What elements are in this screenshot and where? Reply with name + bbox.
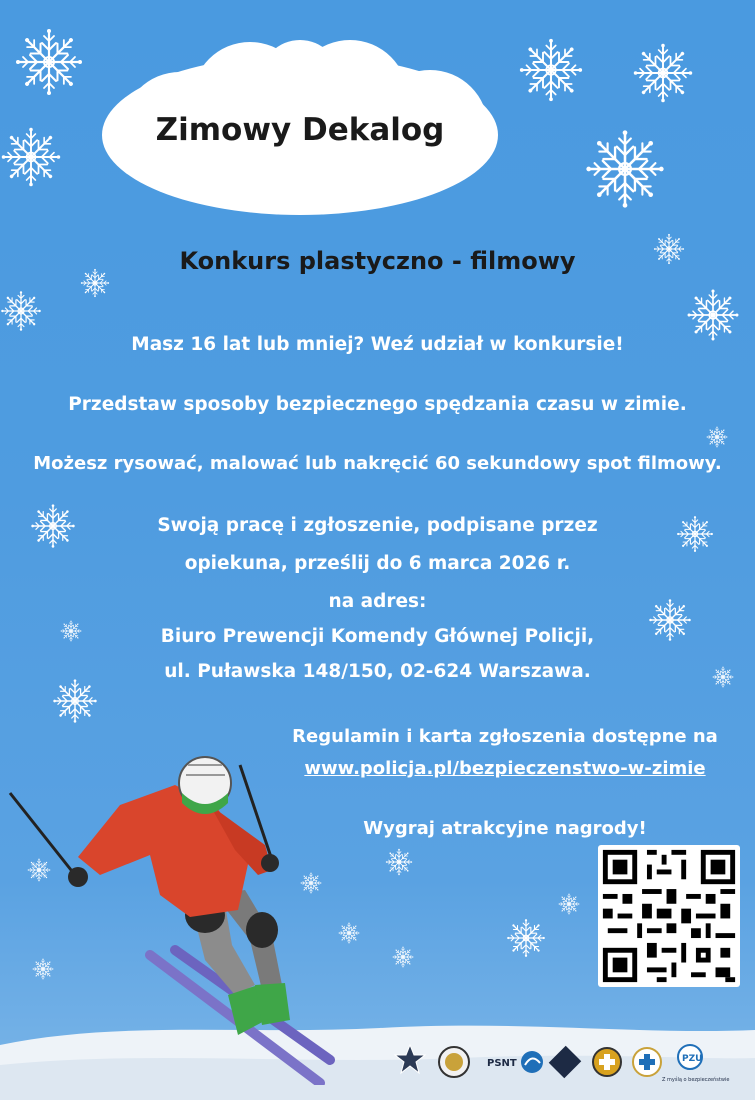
snowflake-icon xyxy=(653,233,685,265)
text-line-address-2: ul. Puławska 148/150, 02-624 Warszawa. xyxy=(164,661,591,682)
snowflake-icon xyxy=(385,848,413,876)
qr-code-pattern xyxy=(598,845,740,987)
snowflake-icon xyxy=(558,893,580,915)
snowflake-icon xyxy=(506,918,546,958)
partner-logo-2 xyxy=(439,1047,469,1077)
page-title: Zimowy Dekalog xyxy=(155,112,445,148)
text-line-address-1: Biuro Prewencji Komendy Głównej Policji, xyxy=(160,626,595,647)
partner-logo-7 xyxy=(633,1048,661,1076)
svg-text:PZU: PZU xyxy=(682,1054,703,1064)
text-line-address-label: na adres: xyxy=(328,591,427,612)
partner-logo-6 xyxy=(593,1048,621,1076)
snowflake-icon xyxy=(686,288,740,342)
text-line-submit-2: opiekuna, prześlij do 6 marca 2026 r. xyxy=(184,553,571,574)
snowflake-icon xyxy=(0,126,62,188)
text-line-age: Masz 16 lat lub mniej? Weź udział w konkursie! xyxy=(131,334,624,355)
snowflake-icon xyxy=(706,426,728,448)
text-line-present: Przedstaw sposoby bezpiecznego spędzania czasu w zimie. xyxy=(68,394,687,415)
snowflake-icon xyxy=(712,666,734,688)
snowflake-icon xyxy=(518,37,584,103)
snowflake-icon xyxy=(648,598,692,642)
snowflake-icon xyxy=(0,290,42,332)
partner-logo-4 xyxy=(521,1051,543,1073)
snowflake-icon xyxy=(392,946,414,968)
snowflake-icon xyxy=(14,27,84,97)
text-line-method: Możesz rysować, malować lub nakręcić 60 sekundowy spot filmowy. xyxy=(33,453,722,474)
prize-text: Wygraj atrakcyjne nagrody! xyxy=(363,818,647,839)
pzu-logo xyxy=(662,1045,729,1083)
snowflake-icon xyxy=(30,503,76,549)
rules-link[interactable]: www.policja.pl/bezpieczenstwo-w-zimie xyxy=(304,758,706,779)
snowflake-icon xyxy=(584,128,666,210)
svg-text:Z myślą o bezpieczeństwie: Z myślą o bezpieczeństwie xyxy=(662,1077,730,1083)
snowflake-icon xyxy=(80,268,110,298)
qr-code[interactable] xyxy=(598,845,740,987)
partner-logos xyxy=(392,1035,752,1090)
page-subtitle: Konkurs plastyczno - filmowy xyxy=(179,247,576,275)
snowflake-icon xyxy=(52,678,98,724)
snowflake-icon xyxy=(60,620,82,642)
snowflake-icon xyxy=(676,515,714,553)
skier-illustration xyxy=(0,745,380,1085)
rules-text: Regulamin i karta zgłoszenia dostępne na xyxy=(292,726,718,747)
partner-logo-5 xyxy=(549,1046,582,1079)
snowflake-icon xyxy=(632,42,694,104)
psnt-logo-text: PSNT xyxy=(487,1058,517,1069)
police-star-logo xyxy=(395,1045,425,1073)
text-line-submit-1: Swoją pracę i zgłoszenie, podpisane przez xyxy=(157,515,598,536)
